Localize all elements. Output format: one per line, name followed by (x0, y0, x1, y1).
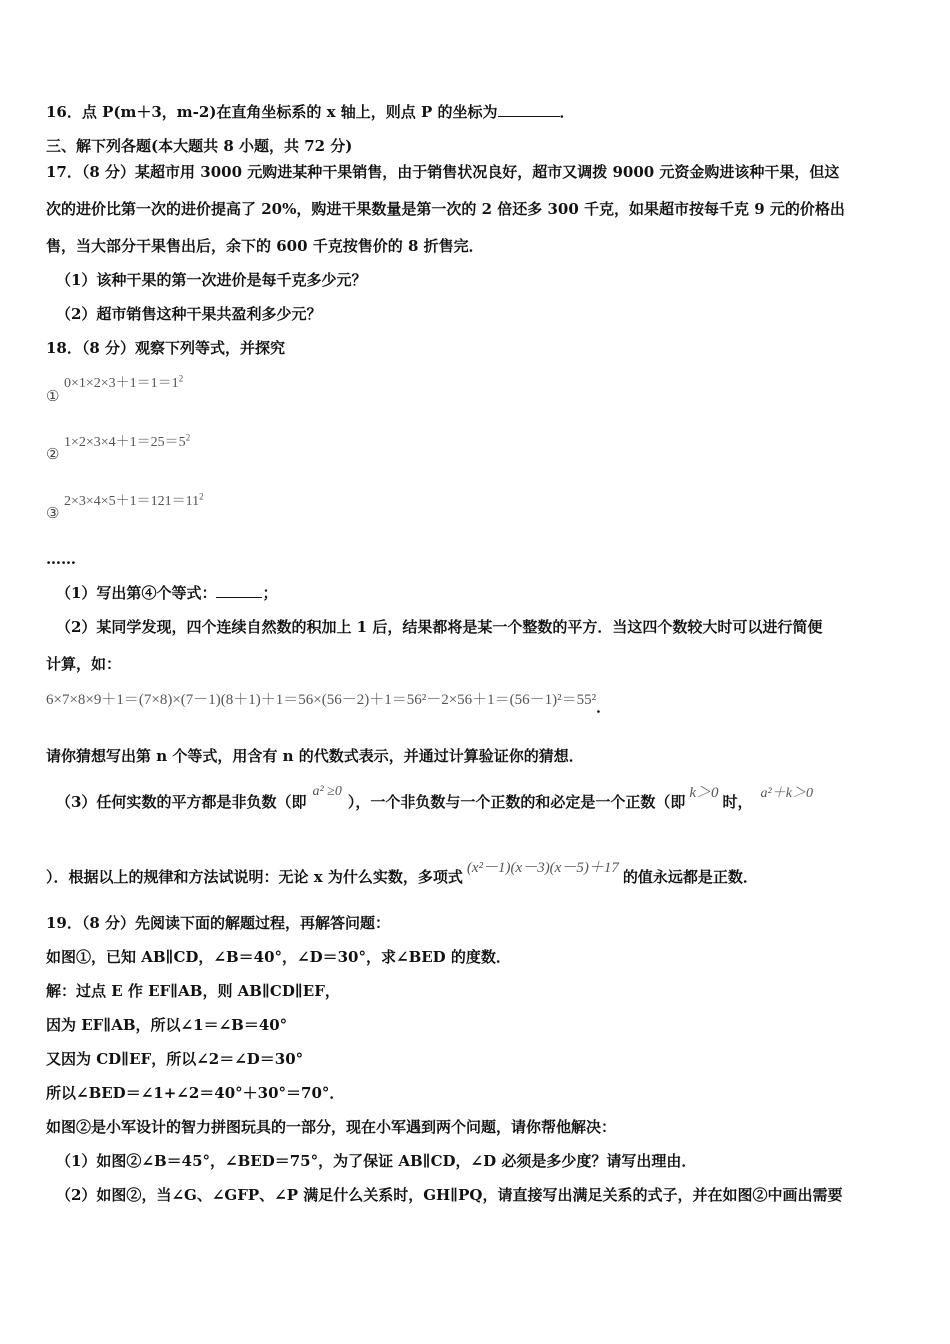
q18-sub-3-line-1 (56, 784, 813, 814)
q17-line-2: 次的进价比第一次的进价提高了 20%，购进干果数量是第一次的 2 倍还多 300 千克，如果超市按每千克 9 元的价格出 (46, 200, 845, 218)
q19-line-2: 解：过点 E 作 EF∥AB，则 AB∥CD∥EF， (46, 982, 340, 1000)
q19-sub-1: （1）如图②∠B＝45°，∠BED＝75°，为了保证 AB∥CD，∠D 必须是多少度？请写出理由． (56, 1152, 697, 1170)
q18-eq3: $2\times 3\times 4\times 5+1=121=11^2$ (64, 491, 204, 509)
q18-sub-2-line-2: 计算，如： (46, 655, 122, 673)
q18-sub-3-text-c: 时， (722, 793, 753, 811)
q18-eq1-sup: 2 (178, 373, 184, 384)
q18-calc-example (46, 688, 612, 716)
q18-eq2: $1\times 2\times 3\times 4+1=25=5^2$ (64, 432, 191, 450)
q18-title: 18．（8 分）观察下列等式，并探究 (46, 339, 286, 357)
q18-sub-3-text-a: （3）任何实数的平方都是非负数（即 (56, 793, 307, 811)
q18-eq3-label: ③ (46, 504, 60, 522)
q19-sub-2: （2）如图②，当∠G、∠GFP、∠P 满足什么关系时，GH∥PQ，请直接写出满足关系的式子，并在如图②中画出需要 (56, 1186, 843, 1204)
q18-eq2-label: ② (46, 445, 60, 463)
q19-line-4: 又因为 CD∥EF，所以∠2＝∠D＝30° (46, 1050, 304, 1068)
q16-text: 16．点 P(m＋3，m-2)在直角坐标系的 x 轴上，则点 P 的坐标为 (46, 103, 498, 121)
q18-calc-end: ． (596, 700, 612, 716)
q18-sub-1-text: （1）写出第④个等式： (56, 584, 217, 602)
q19-title: 19．（8 分）先阅读下面的解题过程，再解答问题： (46, 914, 391, 932)
q18-sub-3-math-1: a² ≥0 (312, 784, 342, 799)
q18-sub-1-blank[interactable] (216, 583, 262, 598)
q18-eq2-sup: 2 (185, 432, 191, 443)
q16-end: ． (559, 103, 575, 121)
q18-sub-1 (56, 583, 277, 603)
q18-eq3-sup: 2 (199, 491, 204, 502)
q19-line-6: 如图②是小军设计的智力拼图玩具的一部分，现在小军遇到两个问题，请你帮他解决： (46, 1118, 617, 1136)
q18-sub-3-math-3: a²＋k＞0 (760, 786, 813, 801)
q18-calc-expression: 6×7×8×9＋1＝(7×8)×(7－1)(8＋1)＋1＝56×(56－2)＋1＝56²－2×56＋1＝(56－1)²＝55² (46, 692, 597, 708)
q19-line-3: 因为 EF∥AB，所以∠1＝∠B＝40° (46, 1016, 288, 1034)
q17-sub-1: （1）该种干果的第一次进价是每千克多少元？ (56, 271, 367, 289)
q18-eq1: $0\times 1\times 2\times 3+1=1=1^2$ (64, 373, 184, 391)
q17-line-3: 售，当大部分干果售出后，余下的 600 千克按售价的 8 折售完． (46, 237, 484, 255)
q17-line-1: 17．（8 分）某超市用 3000 元购进某种干果销售，由于销售状况良好，超市又调拨 9000 元资金购进该种干果，但这 (46, 163, 840, 181)
q18-guess: 请你猜想写出第 n 个等式，用含有 n 的代数式表示，并通过计算验证你的猜想． (46, 747, 584, 765)
q18-sub-2-line-1: （2）某同学发现，四个连续自然数的积加上 1 后，结果都将是某一个整数的平方．当这四个数较大时可以进行简便 (56, 618, 823, 636)
q19-line-1: 如图①，已知 AB∥CD，∠B＝40°，∠D＝30°，求∠BED 的度数． (46, 948, 511, 966)
q18-sub-3-math-4: (x²－1)(x－3)(x－5)＋17 (466, 860, 619, 876)
q19-line-5: 所以∠BED＝∠1+∠2＝40°＋30°＝70°． (46, 1084, 345, 1102)
section-3-heading: 三、解下列各题(本大题共 8 小题，共 72 分) (46, 137, 353, 155)
q18-eq1-label: ① (46, 387, 60, 405)
q18-sub-3-math-2: k＞0 (689, 785, 719, 801)
q18-ellipsis: …… (46, 550, 76, 568)
question-16 (46, 102, 575, 122)
q18-sub-3-text-b: ），一个非负数与一个正数的和必定是一个正数（即 (347, 793, 686, 811)
q18-sub-3-text-d: ）．根据以上的规律和方法试说明：无论 x 为什么实数，多项式 (46, 868, 463, 886)
q16-answer-blank[interactable] (498, 102, 560, 117)
q18-sub-3-line-2 (46, 860, 758, 888)
q18-sub-3-text-e: 的值永远都是正数． (622, 868, 758, 886)
q17-sub-2: （2）超市销售这种干果共盈利多少元？ (56, 305, 322, 323)
q18-sub-1-end: ； (262, 584, 278, 602)
